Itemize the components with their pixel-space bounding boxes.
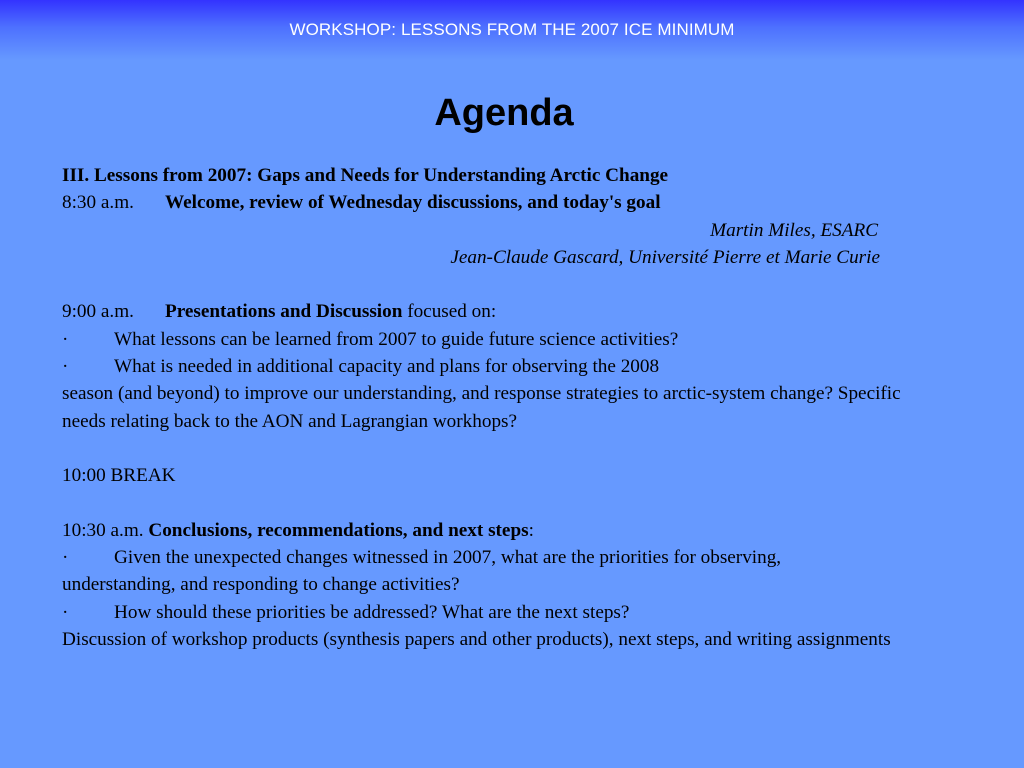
closing-text: Discussion of workshop products (synthesis papers and other products), next steps, and writing assignments (62, 629, 891, 651)
agenda-item-title: Welcome, review of Wednesday discussions, and today's goal (165, 192, 661, 214)
agenda-time: 8:30 a.m. (62, 192, 134, 214)
agenda-body (62, 162, 942, 653)
agenda-item-welcome (62, 189, 942, 216)
slide-header: WORKSHOP: LESSONS FROM THE 2007 ICE MINIMUM (289, 20, 735, 39)
bullet-icon: · (62, 356, 69, 378)
spacer (62, 271, 942, 298)
speaker-name: Jean-Claude Gascard, Université Pierre et Marie Curie (450, 246, 880, 268)
bullet-item (62, 544, 942, 571)
bullet-text: Given the unexpected changes witnessed in 2007, what are the priorities for observing, (114, 547, 782, 569)
spacer (62, 490, 942, 517)
bullet-icon: · (62, 328, 69, 350)
agenda-item-presentations (62, 298, 942, 325)
agenda-item-title: Presentations and Discussion (165, 301, 403, 323)
agenda-time: 9:00 a.m. (62, 301, 134, 323)
bullet-text: What is needed in additional capacity and plans for observing the 2008 (114, 356, 660, 378)
bullet-continuation: season (and beyond) to improve our understanding, and response strategies to arctic-system change? Specific needs relating back to the AON and Lagrangian workhops? (62, 383, 901, 432)
agenda-item-conclusions (62, 517, 942, 544)
bullet-continuation: understanding, and responding to change activities? (62, 574, 460, 596)
agenda-item-break: 10:00 BREAK (62, 465, 176, 487)
bullet-text: What lessons can be learned from 2007 to guide future science activities? (114, 328, 679, 350)
agenda-item-title: Conclusions, recommendations, and next steps (148, 519, 529, 541)
bullet-item (62, 326, 942, 353)
bullet-item (62, 599, 942, 626)
bullet-text: How should these priorities be addressed? What are the next steps? (114, 601, 630, 623)
agenda-time: 10:30 a.m. (62, 519, 149, 541)
slide-title: Agenda (434, 92, 574, 134)
bullet-icon: · (62, 601, 69, 623)
bullet-item (62, 353, 942, 380)
section-heading: III. Lessons from 2007: Gaps and Needs for Understanding Arctic Change (62, 165, 669, 186)
bullet-icon: · (62, 547, 69, 569)
spacer (62, 435, 942, 462)
speaker-name: Martin Miles, ESARC (710, 219, 878, 241)
agenda-item-suffix: focused on: (402, 301, 497, 323)
agenda-item-suffix: : (528, 519, 534, 541)
